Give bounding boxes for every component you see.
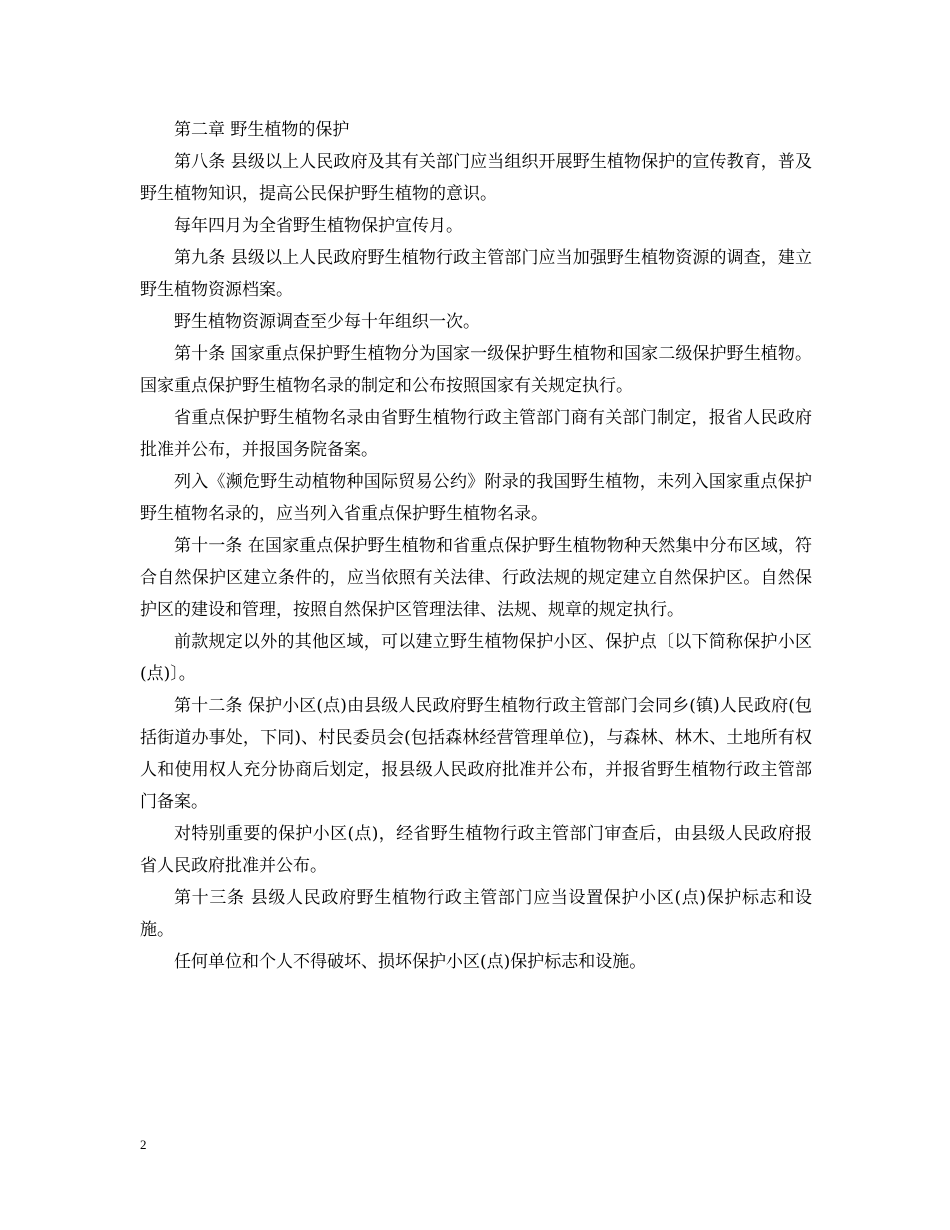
article-9-para-2: 野生植物资源调查至少每十年组织一次。: [174, 312, 480, 332]
article-11-para-2: 前款规定以外的其他区域，可以建立野生植物保护小区、保护点〔以下简称保护小区(点)〕。: [140, 632, 812, 684]
article-12: 第十二条 保护小区(点)由县级人民政府野生植物行政主管部门会同乡(镇)人民政府(包括街道办事处，下同)、村民委员会(包括森林经营管理单位)，与森林、林木、土地所有权人和使用权人充分协商后划定，报县级人民政府批准并公布，并报省野生植物行政主管部门备案。: [140, 696, 812, 812]
chapter-heading: 第二章 野生植物的保护: [174, 120, 350, 140]
article-10-para-3: 列入《濒危野生动植物种国际贸易公约》附录的我国野生植物，未列入国家重点保护野生植物名录的，应当列入省重点保护野生植物名录。: [140, 472, 812, 524]
article-10-para-2: 省重点保护野生植物名录由省野生植物行政主管部门商有关部门制定，报省人民政府批准并公布，并报国务院备案。: [140, 408, 812, 460]
article-13-para-2: 任何单位和个人不得破坏、损坏保护小区(点)保护标志和设施。: [174, 952, 647, 972]
article-8-para-2: 每年四月为全省野生植物保护宣传月。: [174, 216, 463, 236]
article-8: 第八条 县级以上人民政府及其有关部门应当组织开展野生植物保护的宣传教育，普及野生植物知识，提高公民保护野生植物的意识。: [140, 152, 812, 204]
article-13: 第十三条 县级人民政府野生植物行政主管部门应当设置保护小区(点)保护标志和设施。: [140, 888, 812, 940]
page-number: 2: [140, 1137, 147, 1152]
article-10: 第十条 国家重点保护野生植物分为国家一级保护野生植物和国家二级保护野生植物。国家重点保护野生植物名录的制定和公布按照国家有关规定执行。: [140, 344, 812, 396]
document-body: [140, 114, 812, 978]
article-12-para-2: 对特别重要的保护小区(点)，经省野生植物行政主管部门审查后，由县级人民政府报省人民政府批准并公布。: [140, 824, 812, 876]
article-11: 第十一条 在国家重点保护野生植物和省重点保护野生植物物种天然集中分布区域，符合自然保护区建立条件的，应当依照有关法律、行政法规的规定建立自然保护区。自然保护区的建设和管理，按照自然保护区管理法律、法规、规章的规定执行。: [140, 536, 812, 620]
article-9: 第九条 县级以上人民政府野生植物行政主管部门应当加强野生植物资源的调查，建立野生植物资源档案。: [140, 248, 812, 300]
